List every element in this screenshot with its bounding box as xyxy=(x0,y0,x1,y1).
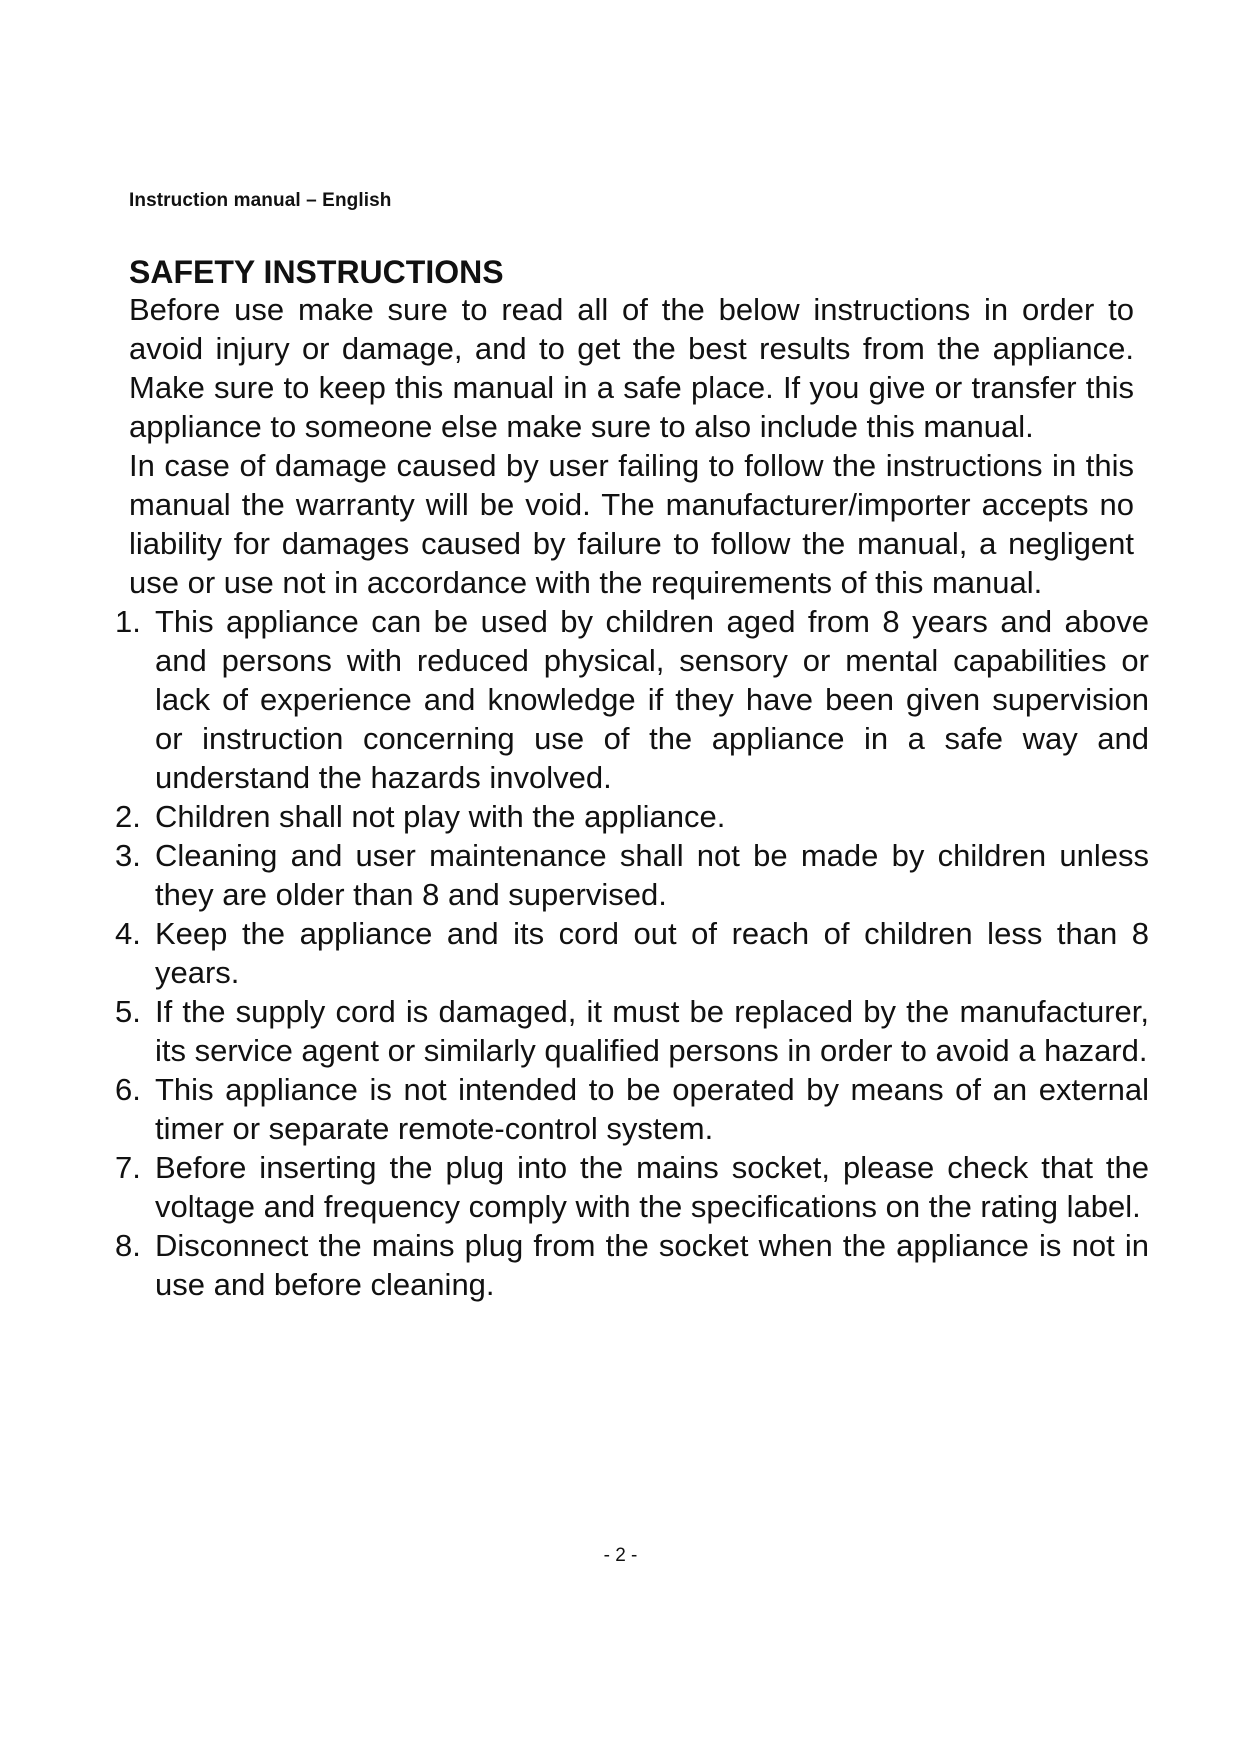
item-number: 7. xyxy=(115,1150,141,1185)
main-content xyxy=(115,252,1149,1304)
list-item xyxy=(115,992,1149,1070)
list-item xyxy=(115,1070,1149,1148)
item-text: Before inserting the plug into the mains socket, please check that the voltage and frequency comply with the specifications on the rating label. xyxy=(155,1150,1149,1224)
intro-paragraph: In case of damage caused by user failing to follow the instructions in this manual the warranty will be void. The manufacturer/importer accepts no liability for damages caused by failure to follow the manual, a negligent use or use not in accordance with the requirements of this manual. xyxy=(129,448,1134,600)
item-text: Disconnect the mains plug from the socket when the appliance is not in use and before cleaning. xyxy=(155,1228,1149,1302)
item-number: 8. xyxy=(115,1228,141,1263)
list-item xyxy=(115,602,1149,797)
list-item xyxy=(115,1226,1149,1304)
document-header: Instruction manual – English xyxy=(129,190,392,211)
item-number: 6. xyxy=(115,1072,141,1107)
intro-paragraph: Before use make sure to read all of the below instructions in order to avoid injury or damage, and to get the best results from the appliance. Make sure to keep this manual in a safe place. If you give or transfer this appliance to someone else make sure to also include this manual. xyxy=(129,292,1134,444)
list-item xyxy=(115,1148,1149,1226)
item-text: This appliance can be used by children aged from 8 years and above and persons with reduced physical, sensory or mental capabilities or lack of experience and knowledge if they have been given supervision or instruction concerning use of the appliance in a safe way and understand the hazards involved. xyxy=(155,604,1149,795)
item-text: Children shall not play with the appliance. xyxy=(155,799,726,834)
list-item xyxy=(115,797,1149,836)
item-text: If the supply cord is damaged, it must be replaced by the manufacturer, its service agent or similarly qualified persons in order to avoid a hazard. xyxy=(155,994,1149,1068)
item-text: Cleaning and user maintenance shall not be made by children unless they are older than 8 and supervised. xyxy=(155,838,1149,912)
page-number: - 2 - xyxy=(603,1545,638,1566)
list-item xyxy=(115,836,1149,914)
item-number: 2. xyxy=(115,799,141,834)
item-number: 4. xyxy=(115,916,141,951)
item-text: Keep the appliance and its cord out of reach of children less than 8 years. xyxy=(155,916,1149,990)
item-number: 3. xyxy=(115,838,141,873)
page-title: SAFETY INSTRUCTIONS xyxy=(129,254,504,290)
list-item xyxy=(115,914,1149,992)
item-number: 1. xyxy=(115,604,141,639)
item-number: 5. xyxy=(115,994,141,1029)
safety-instruction-list xyxy=(115,602,1149,1304)
item-text: This appliance is not intended to be operated by means of an external timer or separate remote-control system. xyxy=(155,1072,1149,1146)
